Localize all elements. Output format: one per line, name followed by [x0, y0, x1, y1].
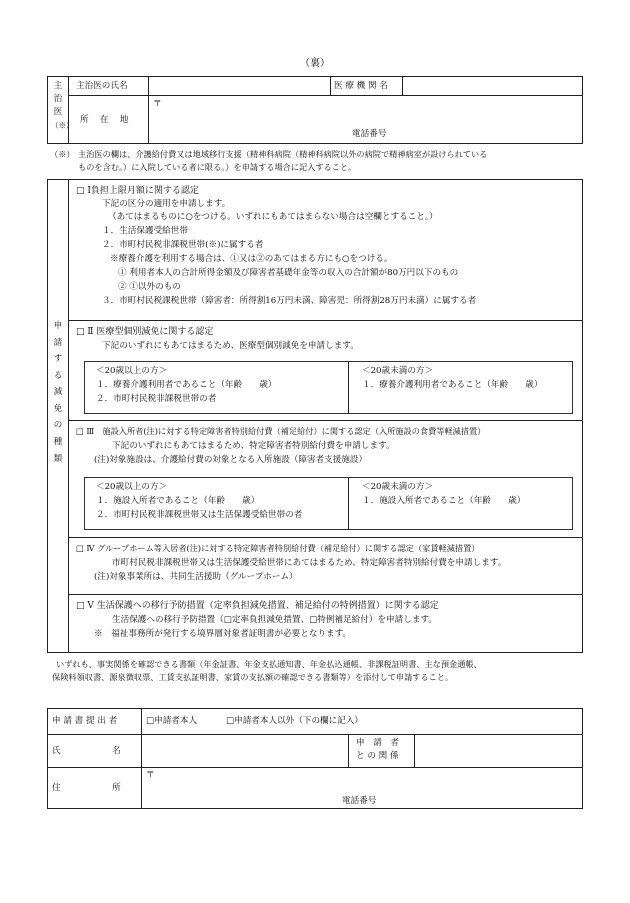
institution-field[interactable] [404, 77, 581, 94]
section-4-note: (注)対象事業所は、共同生活援助（グループホーム） [94, 572, 298, 582]
section-4-title[interactable]: □ Ⅳ グループホーム等入居者(注)に対する特定障害者特別給付費（補足給付）に関する認定（家賃軽減措置） [76, 543, 480, 553]
section-3-title[interactable]: □ Ⅲ 施設入所者(注)に対する特定障害者特別給付費（補足給付）に関する認定（入所施設の食費等軽減措置） [76, 426, 486, 436]
submitter-address-label: 住 所 [52, 783, 121, 793]
reduction-side-label: 申 請 す る 減 免 の 種 類 [53, 321, 63, 464]
submitter-name-field[interactable] [143, 736, 346, 765]
page-side-label: （裏） [300, 58, 330, 69]
section-1-option-2[interactable]: ２．市町村民税非課税世帯(※)に属する者 [102, 240, 264, 250]
doctor-side-label: 主 治 医 （※） [51, 81, 74, 130]
section-5-line[interactable]: 生活保護への移行予防措置（□定率負担減免措置、□特例補足給付）を申請します。 [112, 615, 437, 625]
section-1-line: 下記の区分の適用を申請します。 [102, 199, 231, 209]
section-1-sub-option-2[interactable]: ② ①以外のもの [118, 282, 181, 292]
under20-item[interactable]: １．施設入所者であること（年齢 歳） [362, 496, 526, 506]
submitter-other-checkbox[interactable]: □申請者本人以外（下の欄に記入） [226, 716, 364, 726]
doctor-name-field[interactable] [150, 77, 328, 94]
relationship-field[interactable] [416, 736, 581, 765]
note-line-2: ものを含む。）に入院している者に限る。）を申請する場合に記入すること。 [78, 162, 357, 172]
submitter-postal-mark: 〒 [146, 770, 155, 780]
over20-item[interactable]: １．療養介護利用者であること（年齢 歳） [96, 380, 277, 390]
section-1-title[interactable]: □ Ⅰ負担上限月額に関する認定 [76, 186, 199, 196]
over20-heading: ＜20歳以上の方＞ [96, 482, 168, 492]
relationship-label: と の 関 係 [356, 751, 399, 761]
attachment-note-line-2: 保険料領収書、源泉徴収票、工賃支払証明書、家賃の支払額の確認できる書類等）を添付して申請すること。 [52, 672, 454, 682]
section-3-line: 下記のいずれにもあてはまるため、特定障害者特別給付費を申請します。 [112, 441, 395, 451]
doctor-address-label: 所 在 地 [80, 115, 129, 125]
over20-item[interactable]: ２．市町村民税非課税世帯又は生活保護受給世帯の者 [96, 510, 303, 520]
institution-label: 医 療 機 関 名 [334, 81, 388, 91]
section-4-line: 市町村民税非課税世帯又は生活保護受給世帯にあてはまるため、特定障害者特別給付費を申請します。 [112, 558, 507, 568]
attachment-note-line-1: いずれも、事実関係を確認できる書類（年金証書、年金支払通知書、年金払込通帳、非課税証明書、主な預金通帳、 [56, 659, 482, 669]
section-1-sub-option-1[interactable]: ① 利用者本人の合計所得金額及び障害者基礎年金等の収入の合計額が80万円以下のもの [118, 268, 459, 278]
section-2-line: 下記のいずれにもあてはまるため、医療型個別減免を申請します。 [102, 341, 359, 351]
section-5-title[interactable]: □ Ⅴ 生活保護への移行予防措置（定率負担減免措置、補足給付の特例措置）に関する認定 [76, 601, 439, 611]
doctor-phone-label: 電話番号 [352, 129, 387, 139]
submitter-phone-label: 電話番号 [342, 796, 377, 806]
section-1-option-1[interactable]: １．生活保護受給世帯 [102, 226, 188, 236]
doctor-postal-mark: 〒 [153, 99, 162, 109]
submitter-label: 申 請 書 提 出 者 [52, 716, 118, 726]
submitter-name-label: 氏 名 [52, 746, 121, 756]
under20-heading: ＜20歳未満の方＞ [362, 366, 434, 376]
under20-item[interactable]: １．療養介護利用者であること（年齢 歳） [362, 380, 543, 390]
section-1-line: ※療養介護を利用する場合は、①又は②のあてはまる方にも○をつける。 [110, 254, 393, 264]
note-line-1: 主治医の欄は、介護給付費又は地域移行支援（精神科病院（精神科病院以外の病院で精神病室が設けられている [78, 149, 488, 159]
relationship-label: 申 請 者 [356, 738, 399, 748]
section-2-title[interactable]: □ Ⅱ 医療型個別減免に関する認定 [76, 327, 214, 337]
section-1-option-3[interactable]: ３．市町村民税課税世帯（障害者：所得割16万円未満、障害児：所得割28万円未満）に属する者 [102, 296, 477, 306]
section-1-line: （あてはまるものに○をつける。いずれにもあてはまらない場合は空欄とすること。） [108, 212, 438, 222]
under20-heading: ＜20歳未満の方＞ [362, 482, 434, 492]
doctor-name-label: 主治医の氏名 [76, 81, 128, 91]
over20-heading: ＜20歳以上の方＞ [96, 366, 168, 376]
section-5-note: ※ 福祉事務所が発行する境界層対象者証明書が必要となります。 [94, 629, 352, 639]
over20-item[interactable]: １．施設入所者であること（年齢 歳） [96, 496, 260, 506]
submitter-self-checkbox[interactable]: □申請者本人 [146, 716, 198, 726]
over20-item[interactable]: ２．市町村民税非課税世帯の者 [96, 394, 217, 404]
note-mark: （※） [50, 149, 75, 159]
section-3-note: (注)対象施設は、介護給付費の対象となる入所施設（障害者支援施設） [94, 455, 368, 465]
